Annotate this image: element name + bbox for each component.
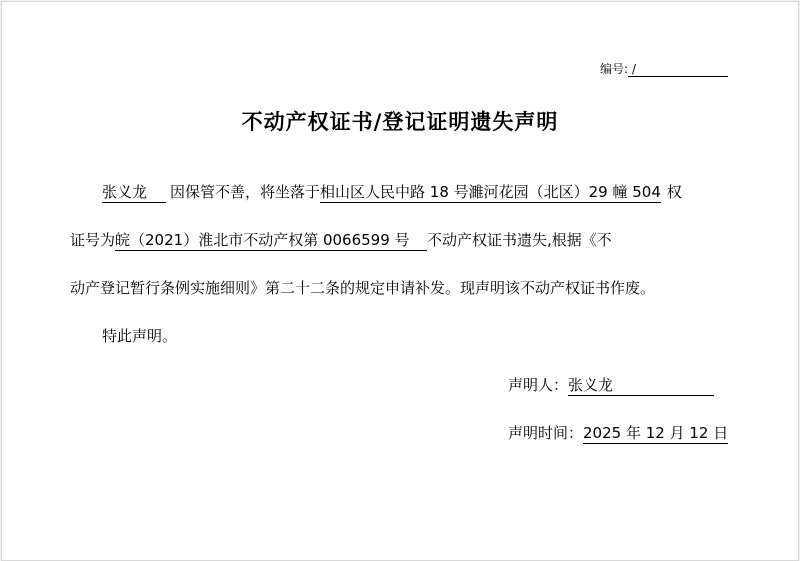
declarant-line bbox=[508, 375, 714, 396]
declaration-date-line bbox=[508, 423, 728, 444]
document-number-value: / bbox=[628, 62, 728, 77]
closing-text: 特此声明。 bbox=[102, 327, 178, 345]
certificate-number: 皖（2021）淮北市不动产权第 0066599 号 bbox=[115, 230, 427, 251]
date-label: 声明时间： bbox=[508, 424, 584, 442]
body-line-2 bbox=[70, 230, 732, 278]
body-text-5: 动产登记暂行条例实施细则》第二十二条的规定申请补发。现声明该不动产权证书作废。 bbox=[70, 279, 656, 297]
body-text-4: 不动产权证书遗失,根据《不 bbox=[427, 231, 612, 249]
body-text-1: 因保管不善，将坐落于 bbox=[170, 183, 321, 201]
declarant-name: 张义龙 bbox=[568, 375, 714, 396]
property-address: 相山区人民中路 18 号濉河花园（北区）29 幢 504 bbox=[320, 183, 661, 201]
body-line-1 bbox=[70, 182, 732, 230]
document-page bbox=[1, 1, 799, 561]
owner-name: 张义龙 bbox=[102, 182, 166, 203]
document-number bbox=[600, 60, 728, 77]
page-title: 不动产权证书/登记证明遗失声明 bbox=[241, 110, 559, 134]
body-line-4 bbox=[70, 326, 732, 374]
body-line-3 bbox=[70, 278, 732, 326]
declaration-body bbox=[70, 182, 732, 374]
document-number-label: 编号: bbox=[599, 62, 628, 76]
declarant-label: 声明人： bbox=[508, 376, 569, 394]
body-text-3: 证号为 bbox=[70, 231, 116, 249]
body-text-2: 权 bbox=[666, 183, 682, 201]
declaration-date: 2025 年 12 月 12 日 bbox=[583, 424, 729, 442]
